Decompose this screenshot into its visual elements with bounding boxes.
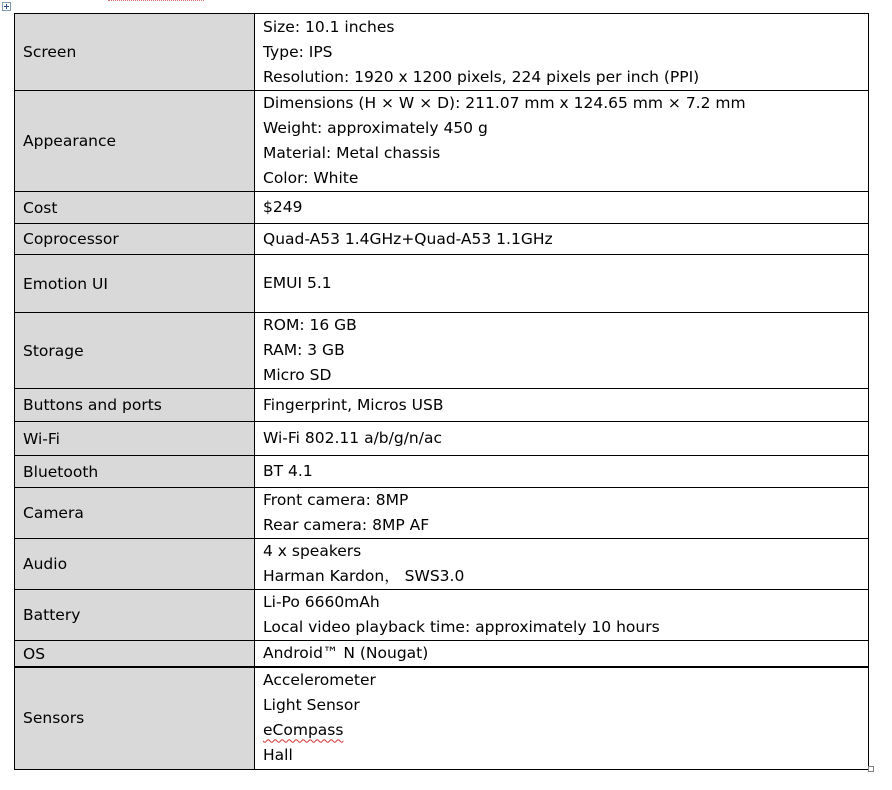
row-label [15, 313, 255, 389]
value-line: Wi-Fi 802.11 a/b/g/n/ac [263, 429, 442, 447]
table-row [15, 192, 869, 224]
row-label [15, 389, 255, 422]
value-line: Resolution: 1920 x 1200 pixels, 224 pixels per inch (PPI) [263, 67, 700, 86]
table-row [15, 91, 869, 192]
table-row [15, 389, 869, 422]
value-line: Color: White [263, 169, 359, 187]
value-line: Harman Kardon， SWS3.0 [263, 567, 465, 585]
row-value [255, 590, 869, 641]
value-line: 4 x speakers [263, 542, 362, 560]
table-row [15, 313, 869, 389]
row-label-text: Coprocessor [23, 230, 119, 248]
row-label [15, 539, 255, 590]
value-line: EMUI 5.1 [263, 274, 332, 292]
row-label-text: Wi-Fi [23, 429, 60, 448]
value-line: Size: 10.1 inches [263, 17, 395, 36]
row-value [255, 192, 869, 224]
row-label-text: Audio [23, 555, 68, 573]
row-label-text: Emotion UI [23, 274, 108, 293]
row-label [15, 641, 255, 668]
value-line: Hall [263, 746, 293, 765]
row-label [15, 422, 255, 456]
table-row [15, 456, 869, 488]
table-row [15, 590, 869, 641]
value-line: Micro SD [263, 366, 332, 384]
value-line: Material: Metal chassis [263, 144, 441, 162]
row-label [15, 488, 255, 539]
table-row [15, 255, 869, 313]
spec-table [14, 13, 869, 770]
table-resize-handle-icon[interactable] [868, 766, 874, 772]
row-label-text: Screen [23, 43, 77, 61]
row-value [255, 313, 869, 389]
value-line: Rear camera: 8MP AF [263, 516, 430, 534]
row-value [255, 488, 869, 539]
row-value [255, 539, 869, 590]
value-line: Android™ N (Nougat) [263, 644, 429, 662]
row-label-text: Cost [23, 198, 58, 217]
value-line: Accelerometer [263, 671, 376, 690]
row-label [15, 667, 255, 769]
row-label-text: Appearance [23, 132, 117, 150]
row-label-text: Sensors [23, 709, 85, 728]
value-line: $249 [263, 198, 303, 216]
table-row [15, 641, 869, 668]
value-line: Type: IPS [263, 42, 333, 61]
value-line: Front camera: 8MP [263, 491, 409, 509]
table-row [15, 14, 869, 91]
value-line: RAM: 3 GB [263, 341, 345, 359]
spellcheck-flagged-word: eCompass [263, 721, 344, 740]
value-line: Weight: approximately 450 g [263, 119, 488, 137]
value-line: Dimensions (H × W × D): 211.07 mm x 124.65 mm × 7.2 mm [263, 94, 746, 112]
value-line: BT 4.1 [263, 462, 313, 480]
row-label [15, 224, 255, 255]
row-label-text: Battery [23, 606, 81, 624]
table-row [15, 422, 869, 456]
row-value [255, 389, 869, 422]
row-label-text: Buttons and ports [23, 396, 162, 414]
row-value [255, 255, 869, 313]
value-line: Fingerprint, Micros USB [263, 395, 444, 414]
row-label [15, 14, 255, 91]
value-line: Light Sensor [263, 696, 360, 715]
row-value [255, 667, 869, 769]
row-label-text: Storage [23, 341, 84, 360]
value-line: Li-Po 6660mAh [263, 593, 380, 611]
row-label-text: Camera [23, 504, 84, 522]
row-label-text: OS [23, 644, 46, 663]
row-label [15, 255, 255, 313]
row-value [255, 456, 869, 488]
value-line: ROM: 16 GB [263, 316, 357, 334]
row-label [15, 590, 255, 641]
value-line: Local video playback time: approximately 10 hours [263, 618, 660, 636]
value-line: Quad-A53 1.4GHz+Quad-A53 1.1GHz [263, 229, 553, 248]
table-row [15, 667, 869, 769]
spellcheck-mark [108, 0, 204, 2]
value-line [263, 718, 860, 743]
table-move-handle-icon[interactable] [2, 2, 11, 11]
table-row [15, 539, 869, 590]
row-label-text: Bluetooth [23, 462, 99, 481]
table-row [15, 224, 869, 255]
row-value [255, 91, 869, 192]
row-label [15, 456, 255, 488]
row-value [255, 422, 869, 456]
row-value [255, 641, 869, 668]
row-value [255, 14, 869, 91]
row-label [15, 91, 255, 192]
row-value [255, 224, 869, 255]
row-label [15, 192, 255, 224]
table-row [15, 488, 869, 539]
